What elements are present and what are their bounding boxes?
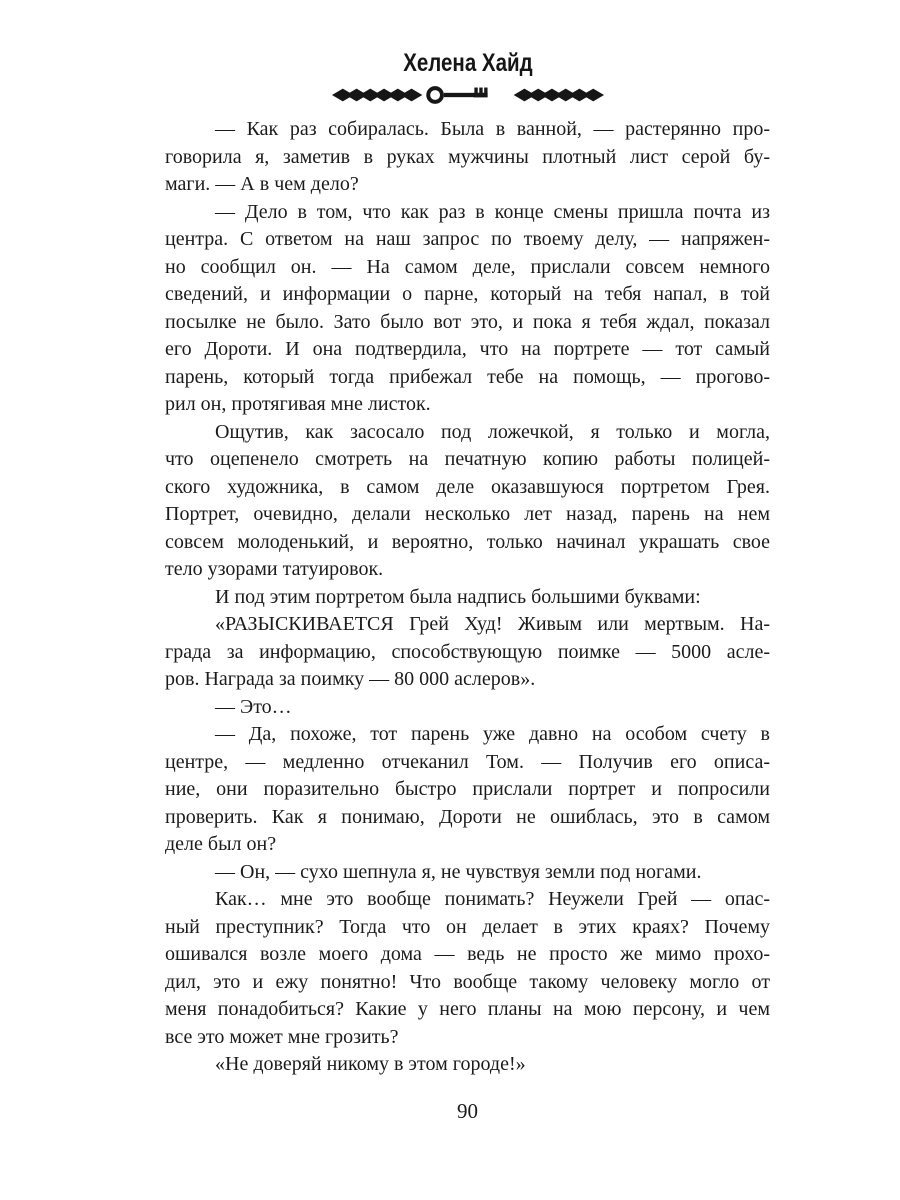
text-line: ского художника, в самом деле оказавшуюся портретом Грея. — [165, 475, 770, 498]
text-line: центре, — медленно отчеканил Том. — Получив его описа- — [165, 750, 770, 773]
text-line: что оцепенело смотреть на печатную копию работы полицей- — [165, 448, 770, 470]
text-line: града за информацию, способствующую поимке — 5000 асле- — [165, 640, 770, 663]
text-column — [165, 0, 770, 1124]
author-name: Хелена Хайд — [402, 49, 533, 77]
text-line: — Дело в том, что как раз в конце смены пришла почта из — [215, 200, 770, 223]
text-line: центра. С ответом на наш запрос по твоему делу, — напряжен- — [165, 228, 770, 250]
text-line: ошивался возле моего дома — ведь не просто же мимо прохо- — [165, 943, 770, 965]
text-line: Портрет, очевидно, делали несколько лет назад, парень на нем — [165, 503, 770, 525]
text-line: Ощутив, как засосало под ложечкой, я только и могла, — [215, 420, 770, 443]
page-body — [165, 116, 770, 1079]
text-line: меня понадобиться? Какие у него планы на мою персону, и чем — [165, 998, 770, 1020]
text-line: И под этим портретом была надпись большими буквами: — [215, 585, 701, 608]
text-line: — Он, — сухо шепнула я, не чувствуя земли под ногами. — [215, 860, 702, 883]
text-line: тело узорами татуировок. — [165, 558, 384, 580]
text-line: — Да, похоже, тот парень уже давно на особом счету в — [215, 723, 770, 745]
text-line: все это может мне грозить? — [165, 1025, 399, 1048]
text-line: но сообщил он. — На самом деле, прислали совсем немного — [165, 255, 770, 278]
text-line: маги. — А в чем дело? — [165, 173, 359, 195]
text-line: рил он, протягивая мне листок. — [165, 393, 431, 415]
text-line: «Не доверяй никому в этом городе!» — [215, 1053, 526, 1075]
text-line: проверить. Как я понимаю, Дороти не ошиблась, это в самом — [165, 805, 770, 828]
text-line: — Как раз собиралась. Была в ванной, — растерянно про- — [215, 118, 770, 140]
key-icon — [332, 83, 604, 107]
text-line: его Дороти. И она подтвердила, что на портрете — тот самый — [165, 338, 770, 360]
text-line: ние, они поразительно быстро прислали портрет и попросили — [165, 778, 770, 800]
text-line: посылке не было. Зато было вот это, и пока я тебя ждал, показал — [165, 310, 770, 333]
text-line: ров. Награда за поимку — 80 000 аслеров». — [165, 668, 536, 690]
key-divider-ornament — [165, 83, 770, 107]
text-line: дил, это и ежу понятно! Что вообще такому человеку могло от — [165, 970, 770, 993]
text-line: ный преступник? Тогда что он делает в этих краях? Почему — [165, 915, 770, 938]
text-line: сведений, и информации о парне, который на тебя напал, в той — [165, 283, 770, 305]
text-line: совсем молоденький, и вероятно, только начинал украшать свое — [165, 530, 770, 553]
text-line: деле был он? — [165, 833, 277, 855]
text-line: парень, который тогда прибежал тебе на помощь, — прогово- — [165, 365, 770, 388]
page-number: 90 — [457, 1098, 478, 1123]
text-line: говорила я, заметив в руках мужчины плотный лист серой бу- — [165, 145, 770, 168]
text-line: — Это… — [215, 695, 292, 718]
text-line: Как… мне это вообще понимать? Неужели Грей — опас- — [215, 888, 770, 910]
running-header — [165, 0, 770, 76]
text-line: «РАЗЫСКИВАЕТСЯ Грей Худ! Живым или мертвым. На- — [215, 613, 770, 635]
